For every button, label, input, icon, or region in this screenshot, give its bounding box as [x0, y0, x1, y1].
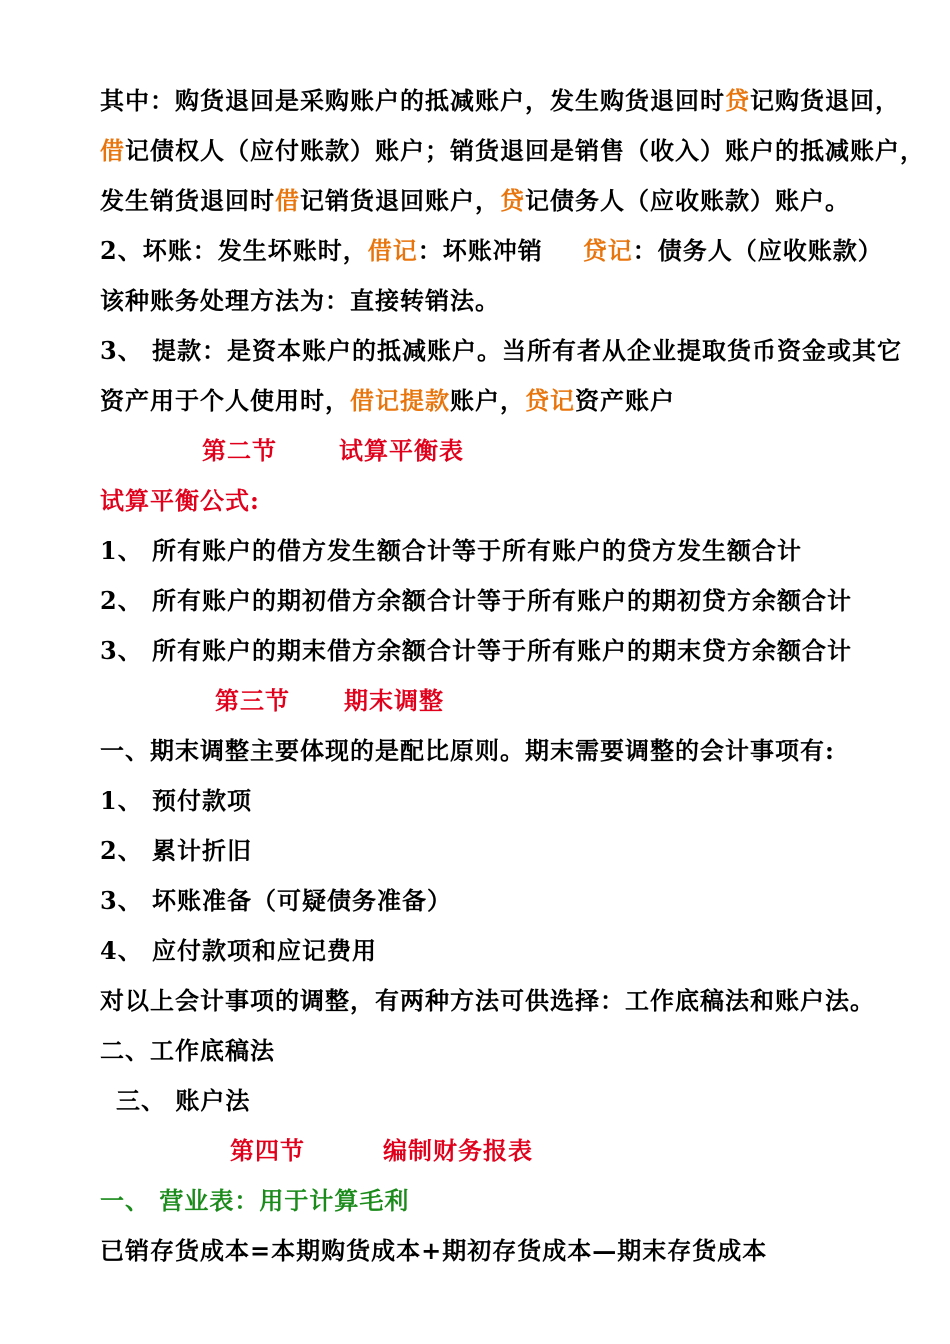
text: 记销货退回账户， — [300, 186, 500, 215]
section-heading — [215, 686, 444, 716]
formula-heading: 试算平衡公式: — [100, 486, 260, 515]
section-title: 试算平衡表 — [339, 436, 464, 465]
list-item: 3、 坏账准备（可疑债务准备） — [100, 886, 453, 915]
cogs-formula: 已销存货成本=本期购货成本+期初存货成本—期末存货成本 — [100, 1236, 768, 1265]
section-number: 第二节 — [202, 436, 277, 465]
text: ：坏账冲销 — [417, 236, 543, 265]
text: 记购货退回， — [750, 86, 900, 115]
section-number: 第四节 — [230, 1136, 305, 1165]
credit-highlight: 贷记 — [525, 386, 575, 415]
methods-text: 对以上会计事项的调整，有两种方法可供选择：工作底稿法和账户法。 — [100, 986, 875, 1015]
text: 资产用于个人使用时， — [100, 386, 350, 415]
text: 记债务人（应收账款）账户。 — [525, 186, 850, 215]
list-item: 3、 所有账户的期末借方余额合计等于所有账户的期末贷方余额合计 — [100, 636, 853, 665]
section-heading — [202, 436, 464, 466]
text: 记债权人（应付账款）账户；销货退回是销售（收入）账户的抵减账户， — [125, 136, 925, 165]
section-title: 期末调整 — [344, 686, 444, 715]
list-item: 4、 应付款项和应记费用 — [100, 936, 378, 965]
section-title: 编制财务报表 — [383, 1136, 533, 1165]
list-item: 2、 累计折旧 — [100, 836, 253, 865]
text: 资产账户 — [575, 386, 675, 415]
list-item: 1、 预付款项 — [100, 786, 253, 815]
section-intro: 一、期末调整主要体现的是配比原则。期末需要调整的会计事项有: — [100, 736, 835, 765]
text: 账户， — [450, 386, 525, 415]
section-heading — [230, 1136, 533, 1166]
withdrawal-line: 3、 提款：是资本账户的抵减账户。当所有者从企业提取货币资金或其它 — [100, 336, 903, 365]
credit-highlight: 贷 — [725, 86, 750, 115]
debit-highlight: 借 — [100, 136, 125, 165]
debit-highlight: 借记提款 — [350, 386, 450, 415]
paragraph-line — [100, 86, 900, 116]
paragraph-line — [100, 136, 925, 166]
bad-debt-line — [100, 236, 883, 266]
withdrawal-line — [100, 386, 675, 416]
text: 发生销货退回时 — [100, 186, 275, 215]
text: ：债务人（应收账款） — [632, 236, 883, 265]
subheading: 二、工作底稿法 — [100, 1036, 275, 1065]
section-number: 第三节 — [215, 686, 290, 715]
subheading: 三、 账户法 — [116, 1086, 251, 1115]
debit-highlight: 借记 — [367, 236, 418, 265]
list-item: 1、 所有账户的借方发生额合计等于所有账户的贷方发生额合计 — [100, 536, 803, 565]
text: 其中：购货退回是采购账户的抵减账户，发生购货退回时 — [100, 86, 725, 115]
credit-highlight: 贷记 — [582, 236, 633, 265]
text: 2、坏账：发生坏账时， — [100, 236, 368, 265]
credit-highlight: 贷 — [500, 186, 525, 215]
bad-debt-method: 该种账务处理方法为：直接转销法。 — [100, 286, 500, 315]
statement-heading: 一、 营业表：用于计算毛利 — [100, 1186, 410, 1215]
paragraph-line — [100, 186, 850, 216]
debit-highlight: 借 — [275, 186, 300, 215]
list-item: 2、 所有账户的期初借方余额合计等于所有账户的期初贷方余额合计 — [100, 586, 853, 615]
